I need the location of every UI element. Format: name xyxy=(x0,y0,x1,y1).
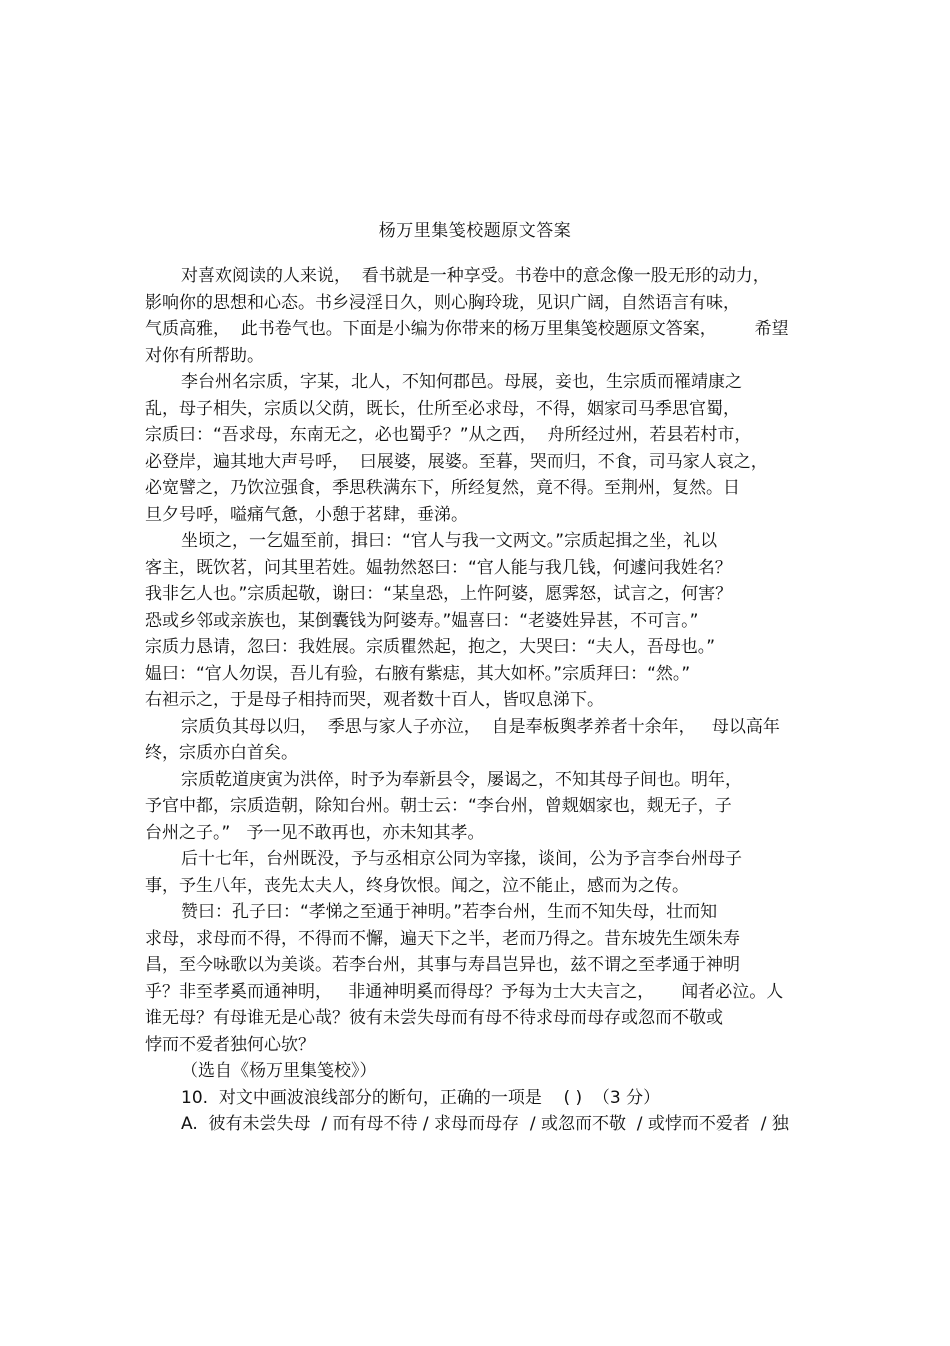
text-line: 李台州名宗质，字某，北人，不知何郡邑。母展，妾也，生宗质而罹靖康之 xyxy=(181,372,742,392)
text-line: 谁无母？有母谁无是心哉？彼有未尝失母而有母不待求母而母存或忽而不敬或 xyxy=(145,1008,723,1028)
text-line: 对喜欢阅读的人来说， 看书就是一种享受。书卷中的意念像一股无形的动力， xyxy=(181,266,770,286)
text-line: 赞曰：孔子曰：“孝悌之至通于神明。”若李台州，生而不知失母，壮而知 xyxy=(181,902,718,922)
text-line: 宗质力恳请，忽曰：我姓展。宗质瞿然起，抱之，大哭曰：“夫人，吾母也。” xyxy=(145,637,716,657)
text-line: 台州之子。” 予一见不敢再也，亦未知其孝。 xyxy=(145,822,485,843)
text-line: 媪曰：“官人勿误，吾儿有验，右腋有紫痣，其大如杯。”宗质拜曰：“然。” xyxy=(145,663,691,684)
text-line: 悖而不爱者独何心欤？ xyxy=(145,1034,315,1055)
text-line: 气质高雅， 此书卷气也。下面是小编为你带来的杨万里集笺校题原文答案， 希望 xyxy=(145,319,789,339)
text-line: 终，宗质亦白首矣。 xyxy=(145,743,298,763)
text-line: 对你有所帮助。 xyxy=(145,345,264,366)
text-line: 后十七年，台州既没，予与丞相京公同为宰掾，谈间，公为予言李台州母子 xyxy=(181,849,742,869)
text-line: 旦夕号呼，嗌痛气惫，小憩于茗肆，垂涕。 xyxy=(145,504,468,525)
text-line: 必宽譬之，乃饮泣强食，季思秩满东下，所经复然，竟不得。至荆州，复然。日 xyxy=(145,478,740,498)
text-line: 予官中都，宗质造朝，除知台州。朝士云：“李台州，曾觌姻家也，觌无子，子 xyxy=(145,796,732,816)
text-line: 恐或乡邻或亲族也，某倒囊钱为阿婆寿。”媪喜曰：“老婆姓异甚，不可言。” xyxy=(145,610,699,631)
text-line: 宗质乾道庚寅为洪倅，时予为奉新县令，屡谒之，不知其母子间也。明年， xyxy=(181,769,742,790)
text-line: 10. 对文中画波浪线部分的断句，正确的一项是 ( ) （3 分） xyxy=(181,1087,661,1108)
text-line: 右袒示之，于是母子相持而哭，观者数十百人，皆叹息涕下。 xyxy=(145,690,604,710)
text-line: 客主，既饮茗，问其里若姓。媪勃然怒曰：“官人能与我几钱，何遽问我姓名？ xyxy=(145,557,732,578)
text-line: 宗质曰：“吾求母，东南无之，必也蜀乎？”从之西， 舟所经过州，若县若村市， xyxy=(145,425,752,445)
text-line: 昌，至今咏歌以为美谈。若李台州，其事与寿昌岂异也，兹不谓之至孝通于神明 xyxy=(145,955,740,975)
text-line: 事，予生八年，丧先太夫人，终身饮恨。闻之，泣不能止，感而为之传。 xyxy=(145,875,689,896)
text-line: （选自《杨万里集笺校》） xyxy=(181,1061,377,1081)
document-body xyxy=(145,263,813,1138)
text-line: 乱，母子相失，宗质以父荫，既长，仕所至必求母，不得，姻家司马季思官蜀， xyxy=(145,398,740,419)
document-title: 杨万里集笺校题原文答案 xyxy=(378,221,572,241)
text-line: 影响你的思想和心态。书乡浸淫日久，则心胸玲珑，见识广阔，自然语言有味， xyxy=(145,292,740,313)
text-line: 坐顷之，一乞媪至前，揖曰：“官人与我一文两文。”宗质起揖之坐，礼以 xyxy=(181,531,718,551)
text-line: 必登岸，遍其地大声号呼， 曰展婆，展婆。至暮，哭而归，不食，司马家人哀之， xyxy=(145,451,768,472)
text-line: 乎？非至孝奚而通神明， 非通神明奚而得母？予每为士大夫言之， 闻者必泣。人 xyxy=(145,981,784,1002)
text-line: 宗质负其母以归， 季思与家人子亦泣， 自是奉板舆孝养者十余年， 母以高年 xyxy=(181,716,780,737)
text-line: A. 彼有未尝失母 / 而有母不待 / 求母而母存 / 或忽而不敬 / 或悖而不爱者 / 独 xyxy=(181,1114,789,1134)
text-line: 我非乞人也。”宗质起敬，谢曰：“某皇恐，上忤阿婆，愿霁怒，试言之，何害？ xyxy=(145,584,733,604)
text-line: 求母，求母而不得，不得而不懈，遍天下之半，老而乃得之。昔东坡先生颂朱寿 xyxy=(145,928,740,949)
